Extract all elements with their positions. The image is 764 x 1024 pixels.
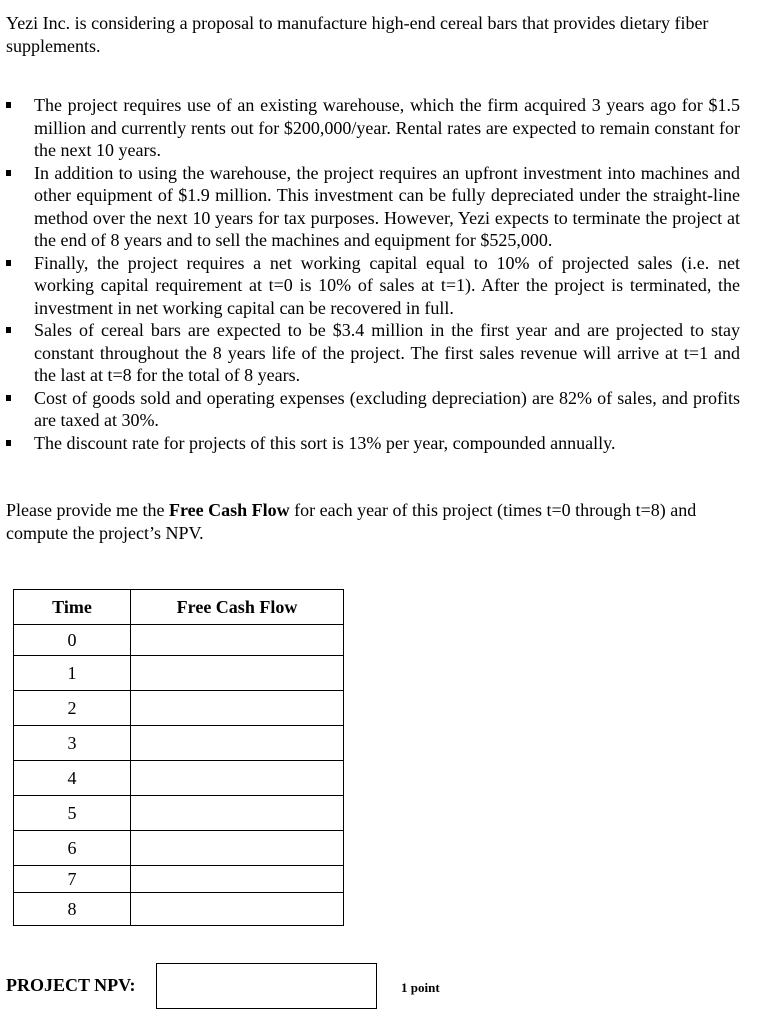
- time-cell: 4: [14, 761, 131, 796]
- bullet-icon: [6, 260, 11, 266]
- table-row: [14, 625, 344, 656]
- fcf-input-cell[interactable]: [131, 866, 344, 893]
- list-item: In addition to using the warehouse, the project requires an upfront investment into machines and other equipment of $1.9 million. This investment can be fully depreciated under the straight-line method over the next 10 years for tax purposes. However, Yezi expects to terminate the project at the end of 8 years and to sell the machines and equipment for $525,000.: [6, 162, 740, 252]
- free-cash-flow-table: [13, 589, 344, 926]
- table-row: [14, 831, 344, 866]
- list-item: Sales of cereal bars are expected to be $3.4 million in the first year and are projected to stay constant throughout the 8 years life of the project. The first sales revenue will arrive at t=1 and the last at t=8 for the total of 8 years.: [6, 319, 740, 387]
- list-item: Finally, the project requires a net working capital equal to 10% of projected sales (i.e. net working capital requirement at t=0 is 10% of sales at t=1). After the project is terminated, the investment in net working capital can be recovered in full.: [6, 252, 740, 320]
- time-cell: 7: [14, 866, 131, 893]
- time-cell: 8: [14, 893, 131, 926]
- list-item: Cost of goods sold and operating expenses (excluding depreciation) are 82% of sales, and profits are taxed at 30%.: [6, 387, 740, 432]
- time-cell: 0: [14, 625, 131, 656]
- time-column-header: Time: [14, 590, 131, 625]
- assumption-list: [6, 94, 740, 454]
- npv-label: PROJECT NPV:: [6, 975, 136, 995]
- table-row: [14, 893, 344, 926]
- problem-intro: Yezi Inc. is considering a proposal to manufacture high-end cereal bars that provides dietary fiber supplements.: [6, 13, 709, 56]
- table-row: [14, 866, 344, 893]
- fcf-input-cell[interactable]: [131, 796, 344, 831]
- time-cell: 2: [14, 691, 131, 726]
- fcf-input-cell[interactable]: [131, 831, 344, 866]
- fcf-input-cell[interactable]: [131, 656, 344, 691]
- bullet-icon: [6, 170, 11, 176]
- list-item: The project requires use of an existing warehouse, which the firm acquired 3 years ago for $1.5 million and currently rents out for $200,000/year. Rental rates are expected to remain constant for the next 10 years.: [6, 94, 740, 162]
- time-cell: 5: [14, 796, 131, 831]
- fcf-input-cell[interactable]: [131, 691, 344, 726]
- fcf-input-cell[interactable]: [131, 761, 344, 796]
- bullet-icon: [6, 440, 11, 446]
- bullet-icon: [6, 327, 11, 333]
- question-prompt: Please provide me the Free Cash Flow for each year of this project (times t=0 through t=8) and compute the project’s NPV.: [6, 500, 697, 543]
- points-label: 1 point: [401, 980, 440, 995]
- table-row: [14, 656, 344, 691]
- fcf-column-header: Free Cash Flow: [131, 590, 344, 625]
- table-header-row: [14, 590, 344, 625]
- table-row: [14, 761, 344, 796]
- table-row: [14, 796, 344, 831]
- time-cell: 1: [14, 656, 131, 691]
- time-cell: 3: [14, 726, 131, 761]
- npv-answer-field[interactable]: [156, 963, 377, 1009]
- fcf-input-cell[interactable]: [131, 625, 344, 656]
- list-item: The discount rate for projects of this sort is 13% per year, compounded annually.: [6, 432, 740, 455]
- table-row: [14, 691, 344, 726]
- bullet-icon: [6, 102, 11, 108]
- table-row: [14, 726, 344, 761]
- time-cell: 6: [14, 831, 131, 866]
- fcf-input-cell[interactable]: [131, 893, 344, 926]
- fcf-input-cell[interactable]: [131, 726, 344, 761]
- bullet-icon: [6, 395, 11, 401]
